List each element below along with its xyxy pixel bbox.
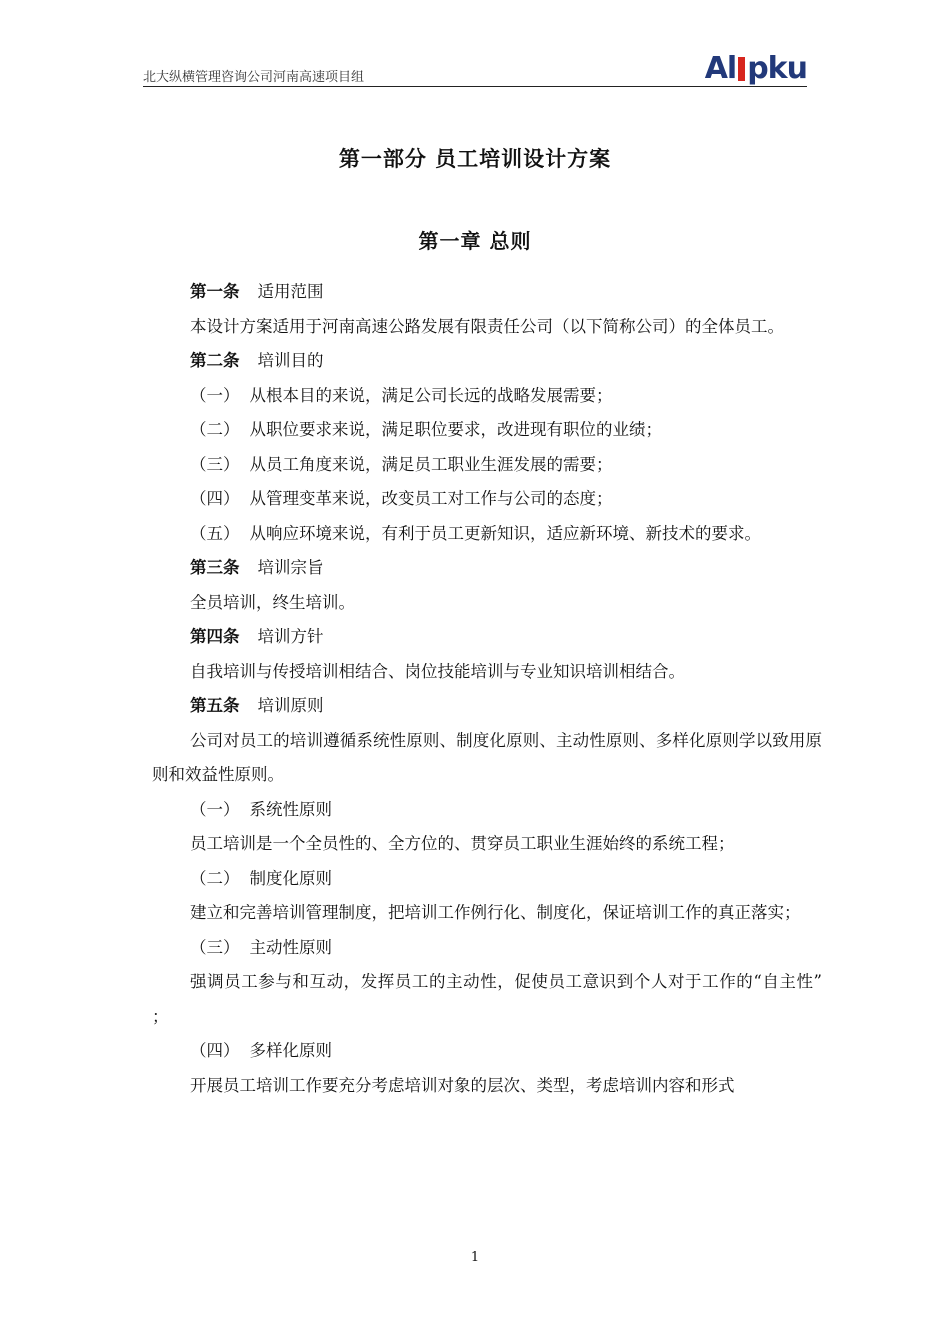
article-label: 第二条	[190, 351, 240, 370]
principle-heading	[152, 931, 822, 966]
article-4-heading	[152, 620, 822, 655]
purpose-item	[152, 517, 822, 552]
item-number: （三）	[190, 937, 240, 957]
tenet-paragraph: 全员培训，终生培训。	[190, 592, 355, 612]
article-title: 培训原则	[257, 696, 324, 715]
principle-name: 系统性原则	[249, 799, 332, 819]
article-title: 培训目的	[257, 351, 324, 370]
scope-paragraph: 本设计方案适用于河南高速公路发展有限责任公司（以下简称公司）的全体员工。	[190, 316, 784, 336]
item-number: （四）	[190, 489, 240, 508]
article-label: 第一条	[190, 282, 240, 301]
purpose-item	[152, 413, 822, 448]
article-3-heading	[152, 551, 822, 586]
logo-text-left: Al	[704, 51, 737, 86]
article-1-heading	[152, 275, 822, 310]
principle-heading	[152, 793, 822, 828]
principle-text: 建立和完善培训管理制度，把培训工作例行化、制度化，保证培训工作的真正落实；	[190, 903, 801, 922]
purpose-item	[152, 482, 822, 517]
logo-bar-icon	[738, 57, 745, 81]
item-number: （二）	[190, 420, 240, 439]
document-body	[152, 275, 822, 1103]
article-title: 适用范围	[257, 282, 324, 301]
article-5-heading	[152, 689, 822, 724]
item-text: 从管理变革来说，改变员工对工作与公司的态度；	[249, 489, 613, 508]
article-title: 培训方针	[257, 627, 324, 646]
principle-heading	[152, 862, 822, 897]
item-number: （三）	[190, 454, 240, 474]
article-2-heading	[152, 344, 822, 379]
item-text: 从响应环境来说，有利于员工更新知识，适应新环境、新技术的要求。	[249, 523, 761, 543]
company-logo	[705, 52, 807, 86]
principle-text: 开展员工培训工作要充分考虑培训对象的层次、类型，考虑培训内容和形式	[190, 1075, 735, 1095]
article-title: 培训宗旨	[257, 558, 324, 577]
principles-intro-paragraph: 公司对员工的培训遵循系统性原则、制度化原则、主动性原则、多样化原则学以致用原则和效益性原则。	[152, 730, 822, 784]
item-text: 从根本目的来说，满足公司长远的战略发展需要；	[249, 385, 613, 405]
item-number: （五）	[190, 523, 240, 543]
principle-name: 多样化原则	[249, 1041, 332, 1060]
item-number: （一）	[190, 385, 240, 405]
purpose-item	[152, 448, 822, 483]
logo-text-right: pku	[747, 51, 807, 86]
header-text: 北大纵横管理咨询公司河南高速项目组	[143, 70, 365, 85]
article-label: 第四条	[190, 627, 240, 646]
policy-paragraph: 自我培训与传授培训相结合、岗位技能培训与专业知识培训相结合。	[190, 661, 685, 681]
item-text: 从员工角度来说，满足员工职业生涯发展的需要；	[249, 454, 613, 474]
item-number: （四）	[190, 1041, 240, 1060]
article-label: 第三条	[190, 558, 240, 577]
principle-text: 强调员工参与和互动，发挥员工的主动性，促使员工意识到个人对于工作的“自主性” ；	[152, 972, 822, 1026]
item-number: （二）	[190, 868, 240, 888]
item-number: （一）	[190, 799, 240, 819]
page-number: 1	[470, 1250, 480, 1265]
part-title: 第一部分 员工培训设计方案	[338, 147, 612, 171]
chapter-title: 第一章 总则	[418, 229, 532, 253]
purpose-item	[152, 379, 822, 414]
article-label: 第五条	[190, 696, 240, 715]
principle-heading	[152, 1034, 822, 1069]
principle-name: 制度化原则	[249, 868, 332, 888]
principle-text: 员工培训是一个全员性的、全方位的、贯穿员工职业生涯始终的系统工程；	[190, 834, 735, 853]
item-text: 从职位要求来说，满足职位要求，改进现有职位的业绩；	[249, 420, 662, 439]
page-header	[143, 52, 807, 87]
principle-name: 主动性原则	[249, 937, 332, 957]
